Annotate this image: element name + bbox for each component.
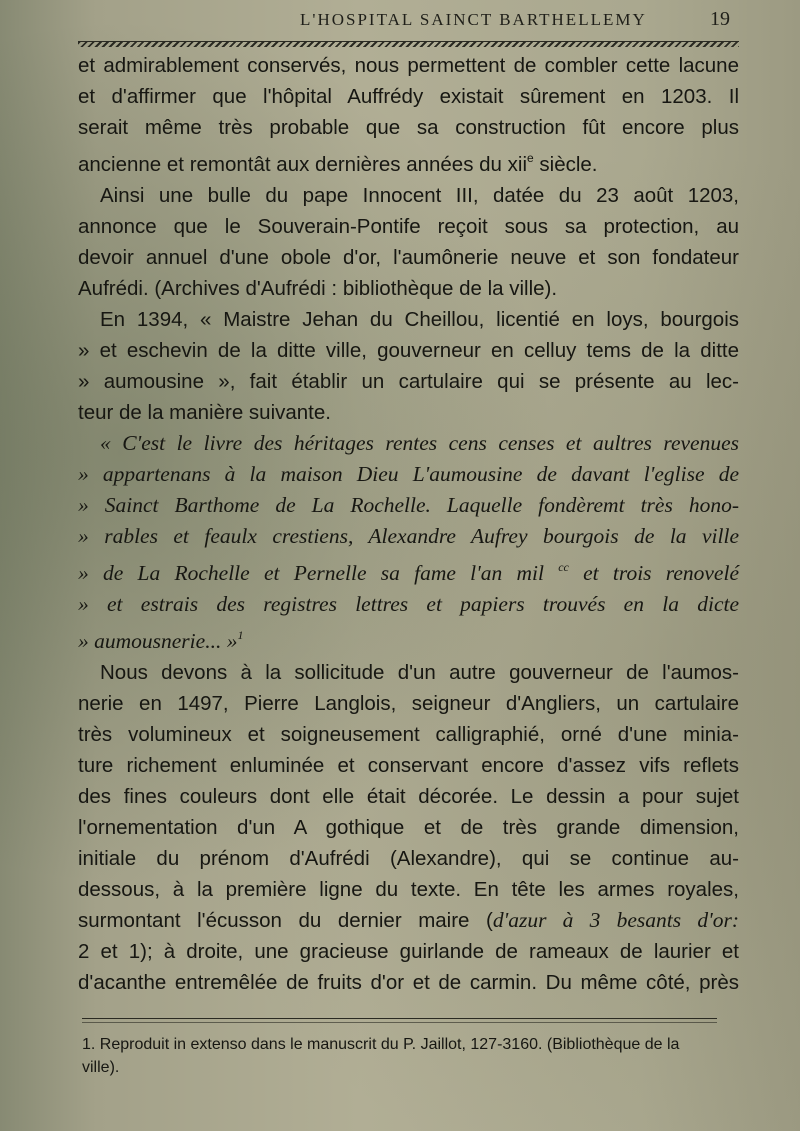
body-text — [78, 50, 739, 998]
text-fragment: siècle. — [533, 153, 598, 176]
text-line: teur de la manière suivante. — [78, 401, 331, 424]
text-fragment: et trois renovelé — [568, 561, 739, 585]
text-fragment: ancienne et remontât aux dernières années du xii — [78, 153, 528, 176]
quoted-line: « C'est le livre des héritages rentes cens censes et aultres revenues — [100, 431, 739, 455]
text-line: très volumineux et soigneusement calligraphié, orné d'une minia- — [78, 723, 739, 746]
footnote-line: 1. Reproduit in extenso dans le manuscrit du P. Jaillot, 127-3160. (Bibliothèque de la — [82, 1036, 680, 1053]
quoted-line: » Sainct Barthome de La Rochelle. Laquelle fondèremt très hono- — [78, 493, 739, 517]
text-line: » aumousine », fait établir un cartulaire qui se présente au lec- — [78, 370, 739, 393]
footnote-line: ville). — [82, 1059, 120, 1076]
footnote — [82, 1033, 727, 1079]
text-line: nerie en 1497, Pierre Langlois, seigneur d'Angliers, un cartulaire — [78, 692, 739, 715]
footnote-rule — [82, 1018, 717, 1019]
text-line: 2 et 1); à droite, une gracieuse guirlande de rameaux de laurier et — [78, 940, 739, 963]
cc-superscript: cc — [558, 560, 569, 574]
text-line: » et eschevin de la ditte ville, gouverneur en celluy tems de la ditte — [78, 339, 739, 362]
running-title: L'HOSPITAL SAINCT BARTHELLEMY — [300, 10, 647, 29]
text-line: ture richement enluminée et conservant encore d'assez vifs reflets — [78, 754, 739, 777]
quoted-line: » rables et feaulx crestiens, Alexandre Aufrey bourgois de la ville — [78, 524, 739, 548]
text-line — [78, 143, 739, 180]
text-line: Aufrédi. (Archives d'Aufrédi : bibliothèque de la ville). — [78, 277, 558, 300]
text-fragment: ( — [469, 909, 493, 932]
text-fragment: surmontant l'écusson du dernier maire — [78, 909, 470, 932]
text-line: initiale du prénom d'Aufrédi (Alexandre), qui se continue au- — [78, 847, 739, 870]
footnote-rule-secondary — [82, 1022, 717, 1023]
text-line: l'ornementation d'un A gothique et de très grande dimension, — [78, 816, 739, 839]
footnote-reference: 1 — [237, 628, 244, 642]
text-line: et d'affirmer que l'hôpital Auffrédy existait sûrement en 1203. Il — [78, 85, 739, 108]
text-fragment: » de La Rochelle et Pernelle sa fame l'an mil — [78, 561, 544, 585]
text-line: serait même très probable que sa construction fût encore plus — [78, 116, 739, 139]
text-line: d'acanthe entremêlée de fruits d'or et de carmin. Du même côté, près — [78, 971, 739, 994]
text-line: annonce que le Souverain-Pontife reçoit sous sa protection, au — [78, 215, 739, 238]
text-line — [78, 905, 739, 936]
page-number: 19 — [710, 8, 730, 30]
quoted-line: » et estrais des registres lettres et papiers trouvés en la dicte — [78, 592, 739, 616]
quoted-line — [78, 620, 739, 657]
text-line: et admirablement conservés, nous permettent de combler cette lacune — [78, 54, 739, 77]
quoted-line: » appartenans à la maison Dieu L'aumousine de davant l'eglise de — [78, 462, 739, 486]
text-line: dessous, à la première ligne du texte. En tête les armes royales, — [78, 878, 739, 901]
quoted-line — [78, 552, 739, 589]
text-line: devoir annuel d'une obole d'or, l'aumônerie neuve et son fondateur — [78, 246, 739, 269]
text-line: En 1394, « Maistre Jehan du Cheillou, licentié en loys, bourgois — [100, 308, 739, 331]
header-ornament-rule — [78, 41, 739, 47]
text-line: Ainsi une bulle du pape Innocent III, datée du 23 août 1203, — [100, 184, 739, 207]
text-line: des fines couleurs dont elle était décorée. Le dessin a pour sujet — [78, 785, 739, 808]
text-fragment: » aumousnerie... » — [78, 629, 238, 653]
blazon-italic: d'azur à 3 besants d'or: — [492, 908, 739, 932]
century-superscript: e — [527, 151, 534, 165]
text-line: Nous devons à la sollicitude d'un autre gouverneur de l'aumos- — [100, 661, 739, 684]
